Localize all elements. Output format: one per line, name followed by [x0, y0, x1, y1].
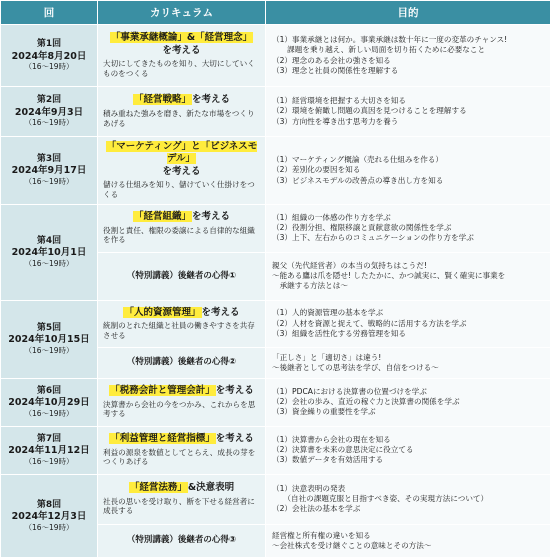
session-time: （16～19時）	[1, 177, 97, 186]
purpose-cell	[266, 25, 550, 87]
purpose-item: 「正しさ」と「適切さ」は違う!	[272, 353, 544, 363]
curriculum-cell	[98, 87, 266, 137]
purpose-item: （1）決算書から会社の現在を知る	[272, 435, 544, 445]
curriculum-title-highlight: 「事業承継概論」&「経営理念」	[110, 32, 253, 43]
curriculum-title-rest: を考える	[162, 45, 200, 56]
purpose-cell	[266, 300, 550, 347]
purpose-item: ～後継者としての思考法を学び、自信をつける～	[272, 363, 544, 373]
purpose-item: 課題を乗り越え、新しい局面を切り拓くために必要なこと	[272, 45, 544, 55]
curriculum-cell	[98, 137, 266, 205]
session-number: 第6回	[1, 386, 97, 397]
purpose-item: （1）経営環境を把握する大切さを知る	[272, 96, 544, 106]
purpose-item: （2）環境を俯瞰し問題の真因を見つけることを理解する	[272, 106, 544, 116]
purpose-item: ～会社株式を受け継ぐことの意味とその方法～	[272, 541, 544, 551]
session-number: 第4回	[1, 236, 97, 247]
curriculum-title-rest: を考える	[216, 385, 254, 396]
purpose-item: （2）会社法の基本を学ぶ	[272, 504, 544, 514]
purpose-cell	[266, 347, 550, 378]
purpose-cell	[266, 252, 550, 300]
special-lecture-title: （特別講義）後継者の心得①	[103, 271, 260, 282]
table-row	[1, 378, 550, 426]
purpose-item: （1）事業承継とは何か。事業承継は数十年に一度の変革のチャンス!	[272, 35, 544, 45]
session-cell	[1, 378, 98, 426]
purpose-item: （1）人的資源管理の基本を学ぶ	[272, 308, 544, 318]
session-number: 第8回	[1, 500, 97, 511]
purpose-item: 承継する方法とは～	[272, 281, 544, 291]
table-row	[1, 204, 550, 252]
session-cell	[1, 137, 98, 205]
purpose-cell	[266, 524, 550, 557]
purpose-item: （2）人材を資源と捉えて、戦略的に活用する方法を学ぶ	[272, 319, 544, 329]
session-time: （16～19時）	[1, 346, 97, 355]
curriculum-description: 積み重ねた強みを磨き、新たな市場をつくりあげる	[103, 109, 260, 129]
table-row	[1, 426, 550, 474]
session-date: 2024年12月3日	[1, 511, 97, 523]
table-header	[1, 1, 550, 25]
purpose-cell	[266, 137, 550, 205]
table-row	[1, 137, 550, 205]
curriculum-description: 儲ける仕組みを知り、儲けていく仕掛けをつくる	[103, 180, 260, 200]
curriculum-cell	[98, 300, 266, 347]
curriculum-title-rest: を考える	[162, 166, 200, 177]
session-cell	[1, 87, 98, 137]
purpose-item: （3）資金繰りの重要性を学ぶ	[272, 407, 544, 417]
purpose-item: （3）上下、左右からのコミュニケーションの作り方を学ぶ	[272, 233, 544, 243]
header-curriculum: カリキュラム	[98, 1, 266, 25]
purpose-item: （3）数値データを有効活用する	[272, 455, 544, 465]
purpose-item: （2）差別化の要因を知る	[272, 165, 544, 175]
session-cell	[1, 300, 98, 378]
session-date: 2024年10月1日	[1, 247, 97, 259]
curriculum-description: 利益の源泉を数値としてとらえ、成長の芽をつくりあげる	[103, 448, 260, 468]
curriculum-title-rest: を考える	[216, 433, 254, 444]
table-row	[1, 300, 550, 347]
curriculum-cell	[98, 474, 266, 524]
purpose-item: （1）マーケティング概論（売れる仕組みを作る）	[272, 155, 544, 165]
header-session: 回	[1, 1, 98, 25]
curriculum-description: 役割と責任、権限の委譲による自律的な組織を作る	[103, 226, 260, 246]
purpose-item: （3）ビジネスモデルの改善点の導き出し方を知る	[272, 176, 544, 186]
session-number: 第2回	[1, 95, 97, 106]
purpose-item: （1）決意表明の発表	[272, 484, 544, 494]
session-date: 2024年8月20日	[1, 51, 97, 63]
session-time: （16～19時）	[1, 259, 97, 268]
purpose-item: （2）会社の歩み、直近の稼ぐ力と決算書の関係を学ぶ	[272, 397, 544, 407]
curriculum-title-rest: を考える	[192, 211, 230, 222]
curriculum-cell	[98, 204, 266, 252]
session-time: （16～19時）	[1, 409, 97, 418]
purpose-item: （3）方向性を導き出す思考力を養う	[272, 117, 544, 127]
session-time: （16～19時）	[1, 457, 97, 466]
session-date: 2024年10月15日	[1, 334, 97, 346]
session-time: （16～19時）	[1, 118, 97, 127]
special-lecture-title: （特別講義）後継者の心得③	[103, 535, 260, 546]
curriculum-title-rest: &決意表明	[188, 482, 234, 493]
table-row	[1, 87, 550, 137]
session-date: 2024年9月17日	[1, 165, 97, 177]
curriculum-title-rest: を考える	[192, 94, 230, 105]
curriculum-title-highlight: 「税務会計と管理会計」	[109, 385, 216, 396]
purpose-cell	[266, 204, 550, 252]
curriculum-title-highlight: 「経営戦略」	[133, 94, 192, 105]
curriculum-title-highlight: 「経営組織」	[133, 211, 192, 222]
special-lecture-cell	[98, 347, 266, 378]
purpose-cell	[266, 474, 550, 524]
table-row	[1, 474, 550, 524]
purpose-item: （3）理念と社員の関係性を理解する	[272, 66, 544, 76]
purpose-cell	[266, 87, 550, 137]
curriculum-description: 決算書から会社の今をつかみ、これからを思考する	[103, 400, 260, 420]
session-cell	[1, 426, 98, 474]
session-cell	[1, 474, 98, 557]
purpose-item: （2）決算書を未来の意思決定に役立てる	[272, 445, 544, 455]
purpose-cell	[266, 426, 550, 474]
session-number: 第5回	[1, 323, 97, 334]
curriculum-description: 統制のとれた組織と社員の働きやすさを共存させる	[103, 321, 260, 341]
curriculum-description: 大切にしてきたものを知り、大切にしていくものをつくる	[103, 59, 260, 79]
header-purpose: 目的	[266, 1, 550, 25]
purpose-item: （1）組織の一体感の作り方を学ぶ	[272, 213, 544, 223]
special-lecture-title: （特別講義）後継者の心得②	[103, 357, 260, 368]
curriculum-cell	[98, 378, 266, 426]
purpose-item: （2）理念のある会社の強さを知る	[272, 56, 544, 66]
session-number: 第3回	[1, 154, 97, 165]
purpose-item: 親父（先代経営者）の本当の気持ちはこうだ!	[272, 261, 544, 271]
session-date: 2024年10月29日	[1, 397, 97, 409]
curriculum-title-highlight: 「人的資源管理」	[123, 307, 201, 318]
table-row	[1, 25, 550, 87]
curriculum-description: 社長の思いを受け取り、断を下せる経営者に成長する	[103, 497, 260, 517]
special-lecture-cell	[98, 524, 266, 557]
session-cell	[1, 204, 98, 300]
purpose-item: （2）役割分担、権限移譲と貢献意欲の関係性を学ぶ	[272, 223, 544, 233]
session-cell	[1, 25, 98, 87]
purpose-item: （3）組織を活性化する労務管理を知る	[272, 329, 544, 339]
curriculum-title-highlight: 「経営法務」	[129, 482, 188, 493]
special-lecture-cell	[98, 252, 266, 300]
curriculum-title-highlight: 「マーケティング」と「ビジネスモデル」	[106, 141, 258, 164]
curriculum-title-highlight: 「利益管理と経営指標」	[109, 433, 216, 444]
session-time: （16～19時）	[1, 62, 97, 71]
curriculum-cell	[98, 426, 266, 474]
purpose-item: （自社の課題克服と目指すべき姿、その実現方法について）	[272, 494, 544, 504]
purpose-item: （1）PDCAにおける決算書の位置づけを学ぶ	[272, 387, 544, 397]
curriculum-cell	[98, 25, 266, 87]
purpose-item: ～能ある鷹は爪を隠せ! したたかに、かつ誠実に、賢く確実に事業を	[272, 271, 544, 281]
session-number: 第1回	[1, 39, 97, 50]
session-date: 2024年11月12日	[1, 445, 97, 457]
purpose-cell	[266, 378, 550, 426]
session-date: 2024年9月3日	[1, 107, 97, 119]
session-number: 第7回	[1, 434, 97, 445]
purpose-item: 経営権と所有権の違いを知る	[272, 531, 544, 541]
session-time: （16～19時）	[1, 523, 97, 532]
curriculum-title-rest: を考える	[202, 307, 240, 318]
